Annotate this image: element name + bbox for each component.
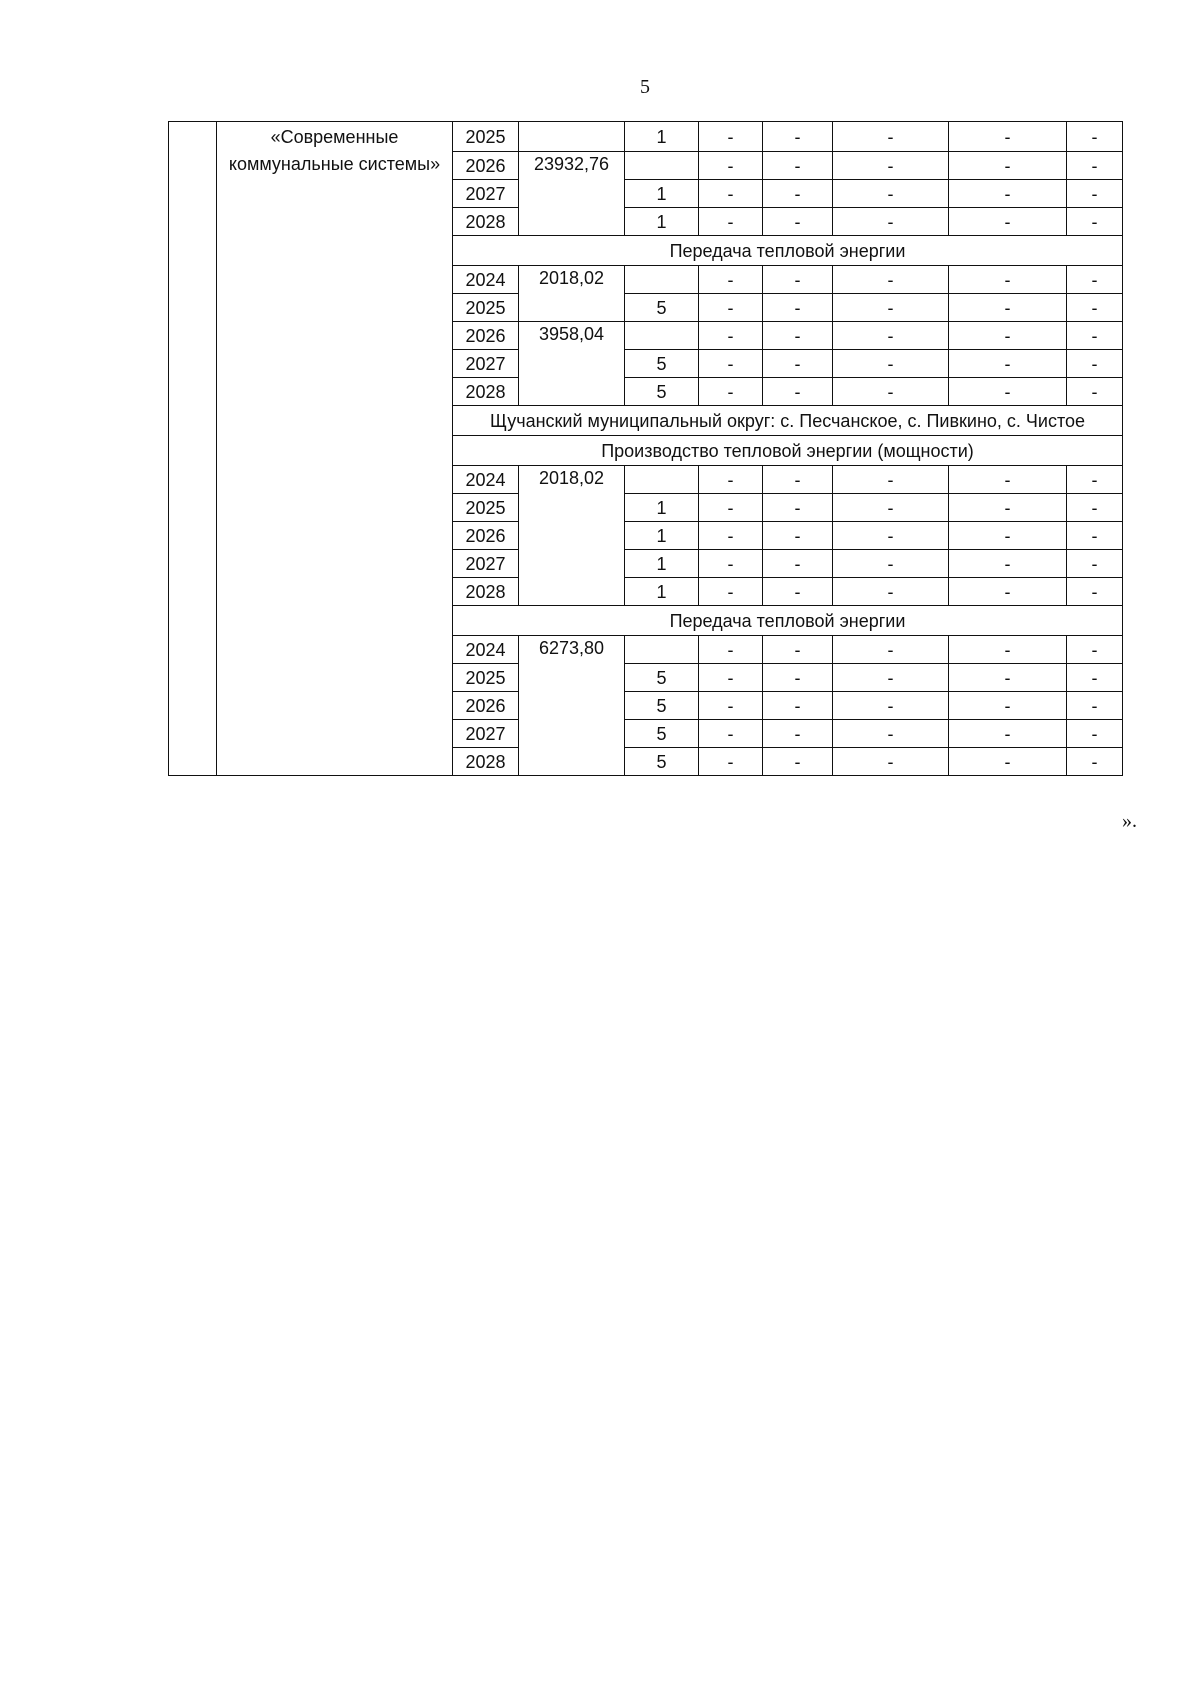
dash-cell: - — [763, 720, 833, 748]
dash-cell: - — [1067, 322, 1123, 350]
dash-cell: - — [833, 664, 949, 692]
dash-cell: - — [699, 378, 763, 406]
dash-cell: - — [949, 550, 1067, 578]
dash-cell: - — [1067, 294, 1123, 322]
year-cell: 2028 — [453, 578, 519, 606]
year-cell: 2024 — [453, 636, 519, 664]
dash-cell: - — [833, 294, 949, 322]
dash-cell: - — [949, 692, 1067, 720]
count-cell: 1 — [625, 522, 699, 550]
dash-cell: - — [833, 578, 949, 606]
dash-cell: - — [949, 350, 1067, 378]
count-cell — [625, 636, 699, 664]
dash-cell: - — [949, 378, 1067, 406]
dash-cell: - — [763, 578, 833, 606]
dash-cell: - — [833, 748, 949, 776]
dash-cell: - — [949, 152, 1067, 180]
value-cell: 3958,04 — [519, 322, 625, 406]
dash-cell: - — [763, 208, 833, 236]
row-number-cell — [169, 122, 217, 776]
dash-cell: - — [949, 208, 1067, 236]
dash-cell: - — [833, 378, 949, 406]
dash-cell: - — [699, 692, 763, 720]
year-cell: 2024 — [453, 266, 519, 294]
dash-cell: - — [699, 522, 763, 550]
year-cell: 2026 — [453, 152, 519, 180]
year-cell: 2026 — [453, 692, 519, 720]
dash-cell: - — [833, 494, 949, 522]
dash-cell: - — [833, 208, 949, 236]
year-cell: 2027 — [453, 720, 519, 748]
year-cell: 2025 — [453, 122, 519, 152]
dash-cell: - — [699, 466, 763, 494]
dash-cell: - — [833, 266, 949, 294]
dash-cell: - — [1067, 720, 1123, 748]
dash-cell: - — [699, 152, 763, 180]
dash-cell: - — [1067, 522, 1123, 550]
year-cell: 2026 — [453, 322, 519, 350]
value-cell: 23932,76 — [519, 152, 625, 236]
closing-quote: ». — [1122, 810, 1137, 832]
count-cell: 5 — [625, 294, 699, 322]
count-cell: 5 — [625, 664, 699, 692]
dash-cell: - — [1067, 550, 1123, 578]
count-cell: 1 — [625, 550, 699, 578]
dash-cell: - — [833, 350, 949, 378]
count-cell: 5 — [625, 748, 699, 776]
dash-cell: - — [763, 748, 833, 776]
dash-cell: - — [763, 664, 833, 692]
dash-cell: - — [833, 522, 949, 550]
dash-cell: - — [763, 266, 833, 294]
dash-cell: - — [833, 152, 949, 180]
dash-cell: - — [1067, 748, 1123, 776]
section-heading: Передача тепловой энергии — [453, 606, 1123, 636]
dash-cell: - — [699, 494, 763, 522]
dash-cell: - — [833, 720, 949, 748]
dash-cell: - — [949, 748, 1067, 776]
dash-cell: - — [949, 494, 1067, 522]
dash-cell: - — [833, 322, 949, 350]
dash-cell: - — [833, 550, 949, 578]
dash-cell: - — [699, 180, 763, 208]
year-cell: 2028 — [453, 748, 519, 776]
dash-cell: - — [833, 466, 949, 494]
count-cell: 1 — [625, 494, 699, 522]
count-cell: 1 — [625, 180, 699, 208]
year-cell: 2025 — [453, 664, 519, 692]
value-cell: 2018,02 — [519, 466, 625, 606]
count-cell: 1 — [625, 578, 699, 606]
dash-cell: - — [949, 322, 1067, 350]
dash-cell: - — [1067, 208, 1123, 236]
dash-cell: - — [1067, 578, 1123, 606]
dash-cell: - — [1067, 122, 1123, 152]
year-cell: 2028 — [453, 208, 519, 236]
dash-cell: - — [949, 522, 1067, 550]
dash-cell: - — [1067, 466, 1123, 494]
value-cell: 6273,80 — [519, 636, 625, 776]
dash-cell: - — [833, 692, 949, 720]
year-cell: 2025 — [453, 294, 519, 322]
dash-cell: - — [763, 122, 833, 152]
dash-cell: - — [699, 664, 763, 692]
dash-cell: - — [763, 636, 833, 664]
year-cell: 2027 — [453, 350, 519, 378]
dash-cell: - — [699, 208, 763, 236]
dash-cell: - — [1067, 692, 1123, 720]
dash-cell: - — [949, 636, 1067, 664]
dash-cell: - — [763, 294, 833, 322]
table-body — [169, 122, 1123, 776]
dash-cell: - — [949, 180, 1067, 208]
count-cell — [625, 152, 699, 180]
table-row — [169, 122, 1123, 152]
count-cell: 5 — [625, 692, 699, 720]
organization-name: «Современные коммунальные системы» — [217, 122, 453, 776]
dash-cell: - — [699, 550, 763, 578]
section-heading: Щучанский муниципальный округ: с. Песчанское, с. Пивкино, с. Чистое — [453, 406, 1123, 436]
dash-cell: - — [1067, 378, 1123, 406]
page-number: 5 — [640, 76, 650, 98]
count-cell: 1 — [625, 122, 699, 152]
dash-cell: - — [699, 636, 763, 664]
section-heading: Передача тепловой энергии — [453, 236, 1123, 266]
dash-cell: - — [1067, 494, 1123, 522]
year-cell: 2024 — [453, 466, 519, 494]
dash-cell: - — [699, 720, 763, 748]
year-cell: 2027 — [453, 550, 519, 578]
dash-cell: - — [1067, 266, 1123, 294]
dash-cell: - — [699, 748, 763, 776]
value-cell: 2018,02 — [519, 266, 625, 322]
dash-cell: - — [763, 550, 833, 578]
year-cell: 2025 — [453, 494, 519, 522]
value-cell — [519, 122, 625, 152]
year-cell: 2028 — [453, 378, 519, 406]
dash-cell: - — [763, 322, 833, 350]
dash-cell: - — [699, 578, 763, 606]
count-cell: 5 — [625, 378, 699, 406]
year-cell: 2027 — [453, 180, 519, 208]
dash-cell: - — [949, 266, 1067, 294]
dash-cell: - — [949, 294, 1067, 322]
dash-cell: - — [833, 636, 949, 664]
dash-cell: - — [699, 294, 763, 322]
dash-cell: - — [949, 466, 1067, 494]
dash-cell: - — [763, 152, 833, 180]
dash-cell: - — [763, 350, 833, 378]
section-heading: Производство тепловой энергии (мощности) — [453, 436, 1123, 466]
year-cell: 2026 — [453, 522, 519, 550]
dash-cell: - — [763, 692, 833, 720]
dash-cell: - — [763, 378, 833, 406]
dash-cell: - — [1067, 636, 1123, 664]
count-cell: 5 — [625, 720, 699, 748]
dash-cell: - — [699, 322, 763, 350]
dash-cell: - — [949, 122, 1067, 152]
dash-cell: - — [699, 350, 763, 378]
dash-cell: - — [699, 122, 763, 152]
tariff-table — [168, 121, 1123, 776]
dash-cell: - — [1067, 664, 1123, 692]
dash-cell: - — [763, 522, 833, 550]
count-cell: 5 — [625, 350, 699, 378]
count-cell — [625, 266, 699, 294]
dash-cell: - — [1067, 152, 1123, 180]
count-cell: 1 — [625, 208, 699, 236]
dash-cell: - — [949, 664, 1067, 692]
dash-cell: - — [949, 720, 1067, 748]
dash-cell: - — [833, 180, 949, 208]
dash-cell: - — [763, 466, 833, 494]
dash-cell: - — [949, 578, 1067, 606]
dash-cell: - — [763, 180, 833, 208]
dash-cell: - — [699, 266, 763, 294]
dash-cell: - — [1067, 350, 1123, 378]
dash-cell: - — [1067, 180, 1123, 208]
dash-cell: - — [833, 122, 949, 152]
dash-cell: - — [763, 494, 833, 522]
count-cell — [625, 322, 699, 350]
count-cell — [625, 466, 699, 494]
